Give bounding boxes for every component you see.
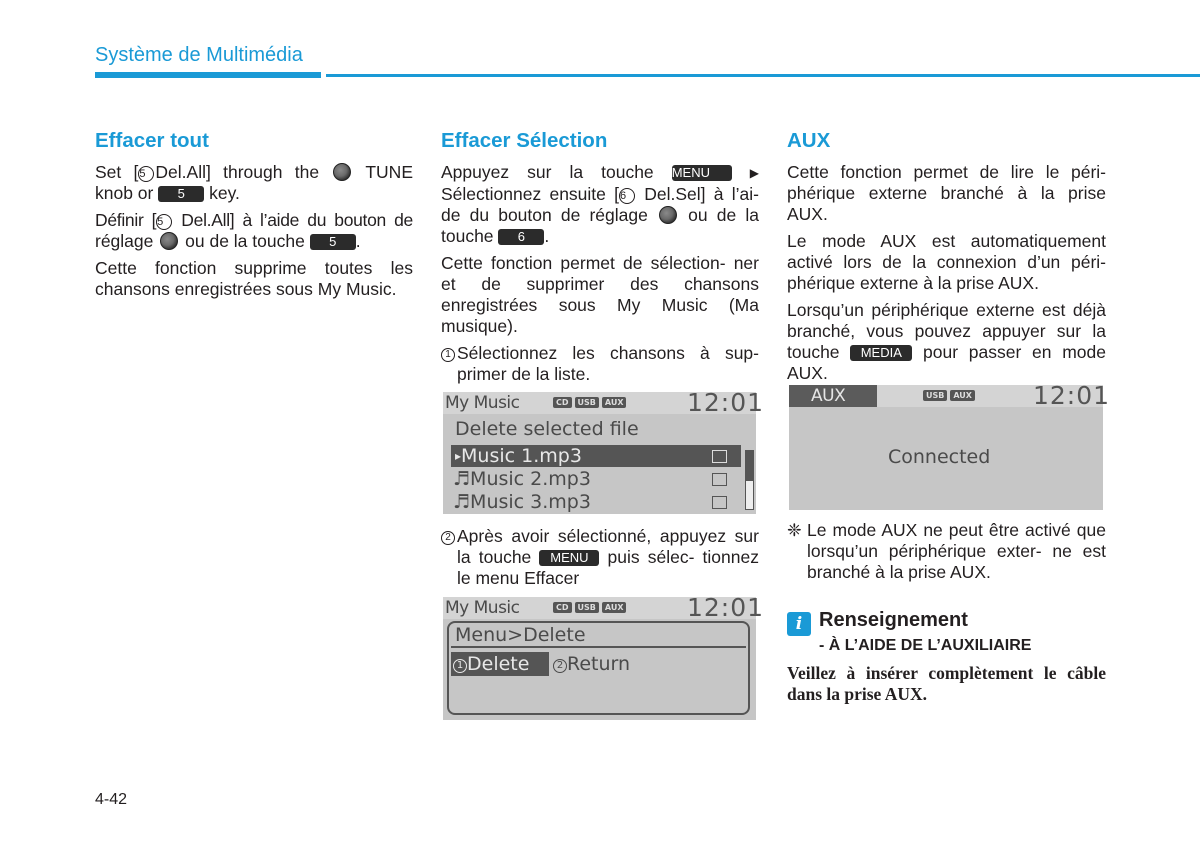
return-option[interactable]: 2 Return xyxy=(553,653,630,675)
screen-clock: 12:01 xyxy=(1033,381,1111,410)
column-effacer-tout xyxy=(95,128,413,306)
header-title: Système de Multimédia xyxy=(95,44,303,66)
usb-badge: USB xyxy=(575,602,599,613)
cd-badge: CD xyxy=(553,602,572,613)
aux-badge: AUX xyxy=(602,602,627,613)
info-box xyxy=(787,607,1106,705)
menu-key-icon: MENU xyxy=(672,165,732,181)
source-badges xyxy=(553,397,626,408)
paragraph: Lorsqu’un périphérique externe est déjà branché, vous pouvez appuyer sur la touche MEDIA pour passer en mode AUX. xyxy=(787,300,1106,383)
paragraph: touche 6 . xyxy=(441,226,550,246)
tune-knob-icon xyxy=(333,163,351,181)
circled-2-icon: 2 xyxy=(553,659,567,673)
music-note-icon: ♬ xyxy=(453,468,471,490)
play-icon: ▸ xyxy=(455,449,462,463)
media-key-icon: MEDIA xyxy=(850,345,912,361)
header-rule-thick xyxy=(95,72,321,78)
paragraph: Set [5 Del.All] through the TUNE xyxy=(95,162,413,182)
asterisk-icon: ❈ xyxy=(787,520,802,540)
page-number: 4-42 xyxy=(95,791,128,808)
key-6-icon: 6 xyxy=(498,229,544,245)
info-title: Renseignement xyxy=(819,609,968,631)
aux-badge: AUX xyxy=(602,397,627,408)
tune-knob-icon xyxy=(659,206,677,224)
lcd-screen-delete-selected xyxy=(443,388,765,514)
column-effacer-selection xyxy=(441,128,759,391)
source-badges xyxy=(553,602,626,613)
paragraph: Sélectionnez ensuite [6 Del.Sel] à l’ai- xyxy=(441,184,759,204)
usb-badge: USB xyxy=(923,390,947,401)
usb-badge: USB xyxy=(575,397,599,408)
screen-clock: 12:01 xyxy=(687,388,765,417)
circled-6-icon: 6 xyxy=(619,188,635,204)
file-row[interactable]: ♬Music 2.mp3 xyxy=(453,468,591,490)
connection-status: Connected xyxy=(888,446,991,468)
screen-app-title: My Music xyxy=(445,598,520,618)
lcd-screen-menu-delete xyxy=(443,593,765,720)
checkbox[interactable] xyxy=(712,496,727,509)
aux-badge: AUX xyxy=(950,390,975,401)
info-body: Veillez à insérer complètement le câble dans la prise AUX. xyxy=(787,663,1106,704)
circled-5-icon: 5 xyxy=(138,166,154,182)
circled-2-icon: 2 xyxy=(441,531,455,545)
scrollbar[interactable] xyxy=(745,450,754,510)
column-aux-cont xyxy=(787,512,1106,705)
checkbox[interactable] xyxy=(712,473,727,486)
paragraph: knob or 5 key. xyxy=(95,183,240,203)
screen-app-title: My Music xyxy=(445,393,520,413)
source-badges xyxy=(923,390,975,401)
paragraph: Cette fonction permet de lire le péri- phérique externe branché à la prise AUX. xyxy=(787,162,1106,224)
section-heading: AUX xyxy=(787,129,831,152)
info-icon: i xyxy=(787,612,811,636)
step-1: 1 Sélectionnez les chansons à sup- primer de la liste. xyxy=(441,343,759,385)
arrow-right-icon: ▶ xyxy=(749,166,759,180)
cd-badge: CD xyxy=(553,397,572,408)
section-heading: Effacer tout xyxy=(95,129,209,152)
paragraph: réglage ou de la touche 5 . xyxy=(95,231,361,251)
column-effacer-selection-cont xyxy=(441,526,759,595)
circled-1-icon: 1 xyxy=(453,659,467,673)
screen-app-title: AUX xyxy=(811,386,846,406)
file-row-selected[interactable]: ▸Music 1.mp3 xyxy=(455,445,582,467)
key-5-icon: 5 xyxy=(310,234,356,250)
circled-1-icon: 1 xyxy=(441,348,455,362)
header-rule-thin xyxy=(326,74,1200,77)
checkbox[interactable] xyxy=(712,450,727,463)
delete-option[interactable]: 1 Delete xyxy=(453,653,529,675)
info-subtitle: - À L’AIDE DE L’AUXILIAIRE xyxy=(819,637,1032,654)
music-note-icon: ♬ xyxy=(453,491,471,513)
step-2: 2 Après avoir sélectionné, appuyez sur la touche MENU puis sélec- tionnez le menu Effacer xyxy=(441,526,759,589)
paragraph: Le mode AUX est automatiquement activé lors de la connexion d’un péri- phérique externe à la prise AUX. xyxy=(787,231,1106,293)
dialog-title: Menu>Delete xyxy=(455,624,586,646)
section-heading: Effacer Sélection xyxy=(441,129,608,152)
screen-title: Delete selected file xyxy=(455,418,639,440)
paragraph: Cette fonction supprime toutes les chansons enregistrées sous My Music. xyxy=(95,258,413,299)
note: ❈ Le mode AUX ne peut être activé que lorsqu’un périphérique exter- ne est branché à la prise AUX. xyxy=(787,520,1106,582)
paragraph: Définir [5 Del.All] à l’aide du bouton de xyxy=(95,210,413,230)
key-5-icon: 5 xyxy=(158,186,204,202)
tune-knob-icon xyxy=(160,232,178,250)
file-row[interactable]: ♬Music 3.mp3 xyxy=(453,491,591,513)
menu-key-icon: MENU xyxy=(539,550,599,566)
column-aux xyxy=(787,128,1106,390)
paragraph: Cette fonction permet de sélection- ner et de supprimer des chansons enregistrées sous My Music (Ma musique). xyxy=(441,253,759,336)
screen-clock: 12:01 xyxy=(687,593,765,622)
circled-5-icon: 5 xyxy=(156,214,172,230)
paragraph: de du bouton de réglage ou de la xyxy=(441,205,759,225)
lcd-screen-aux xyxy=(789,381,1111,510)
paragraph: Appuyez sur la touche MENU ▶ xyxy=(441,162,759,182)
